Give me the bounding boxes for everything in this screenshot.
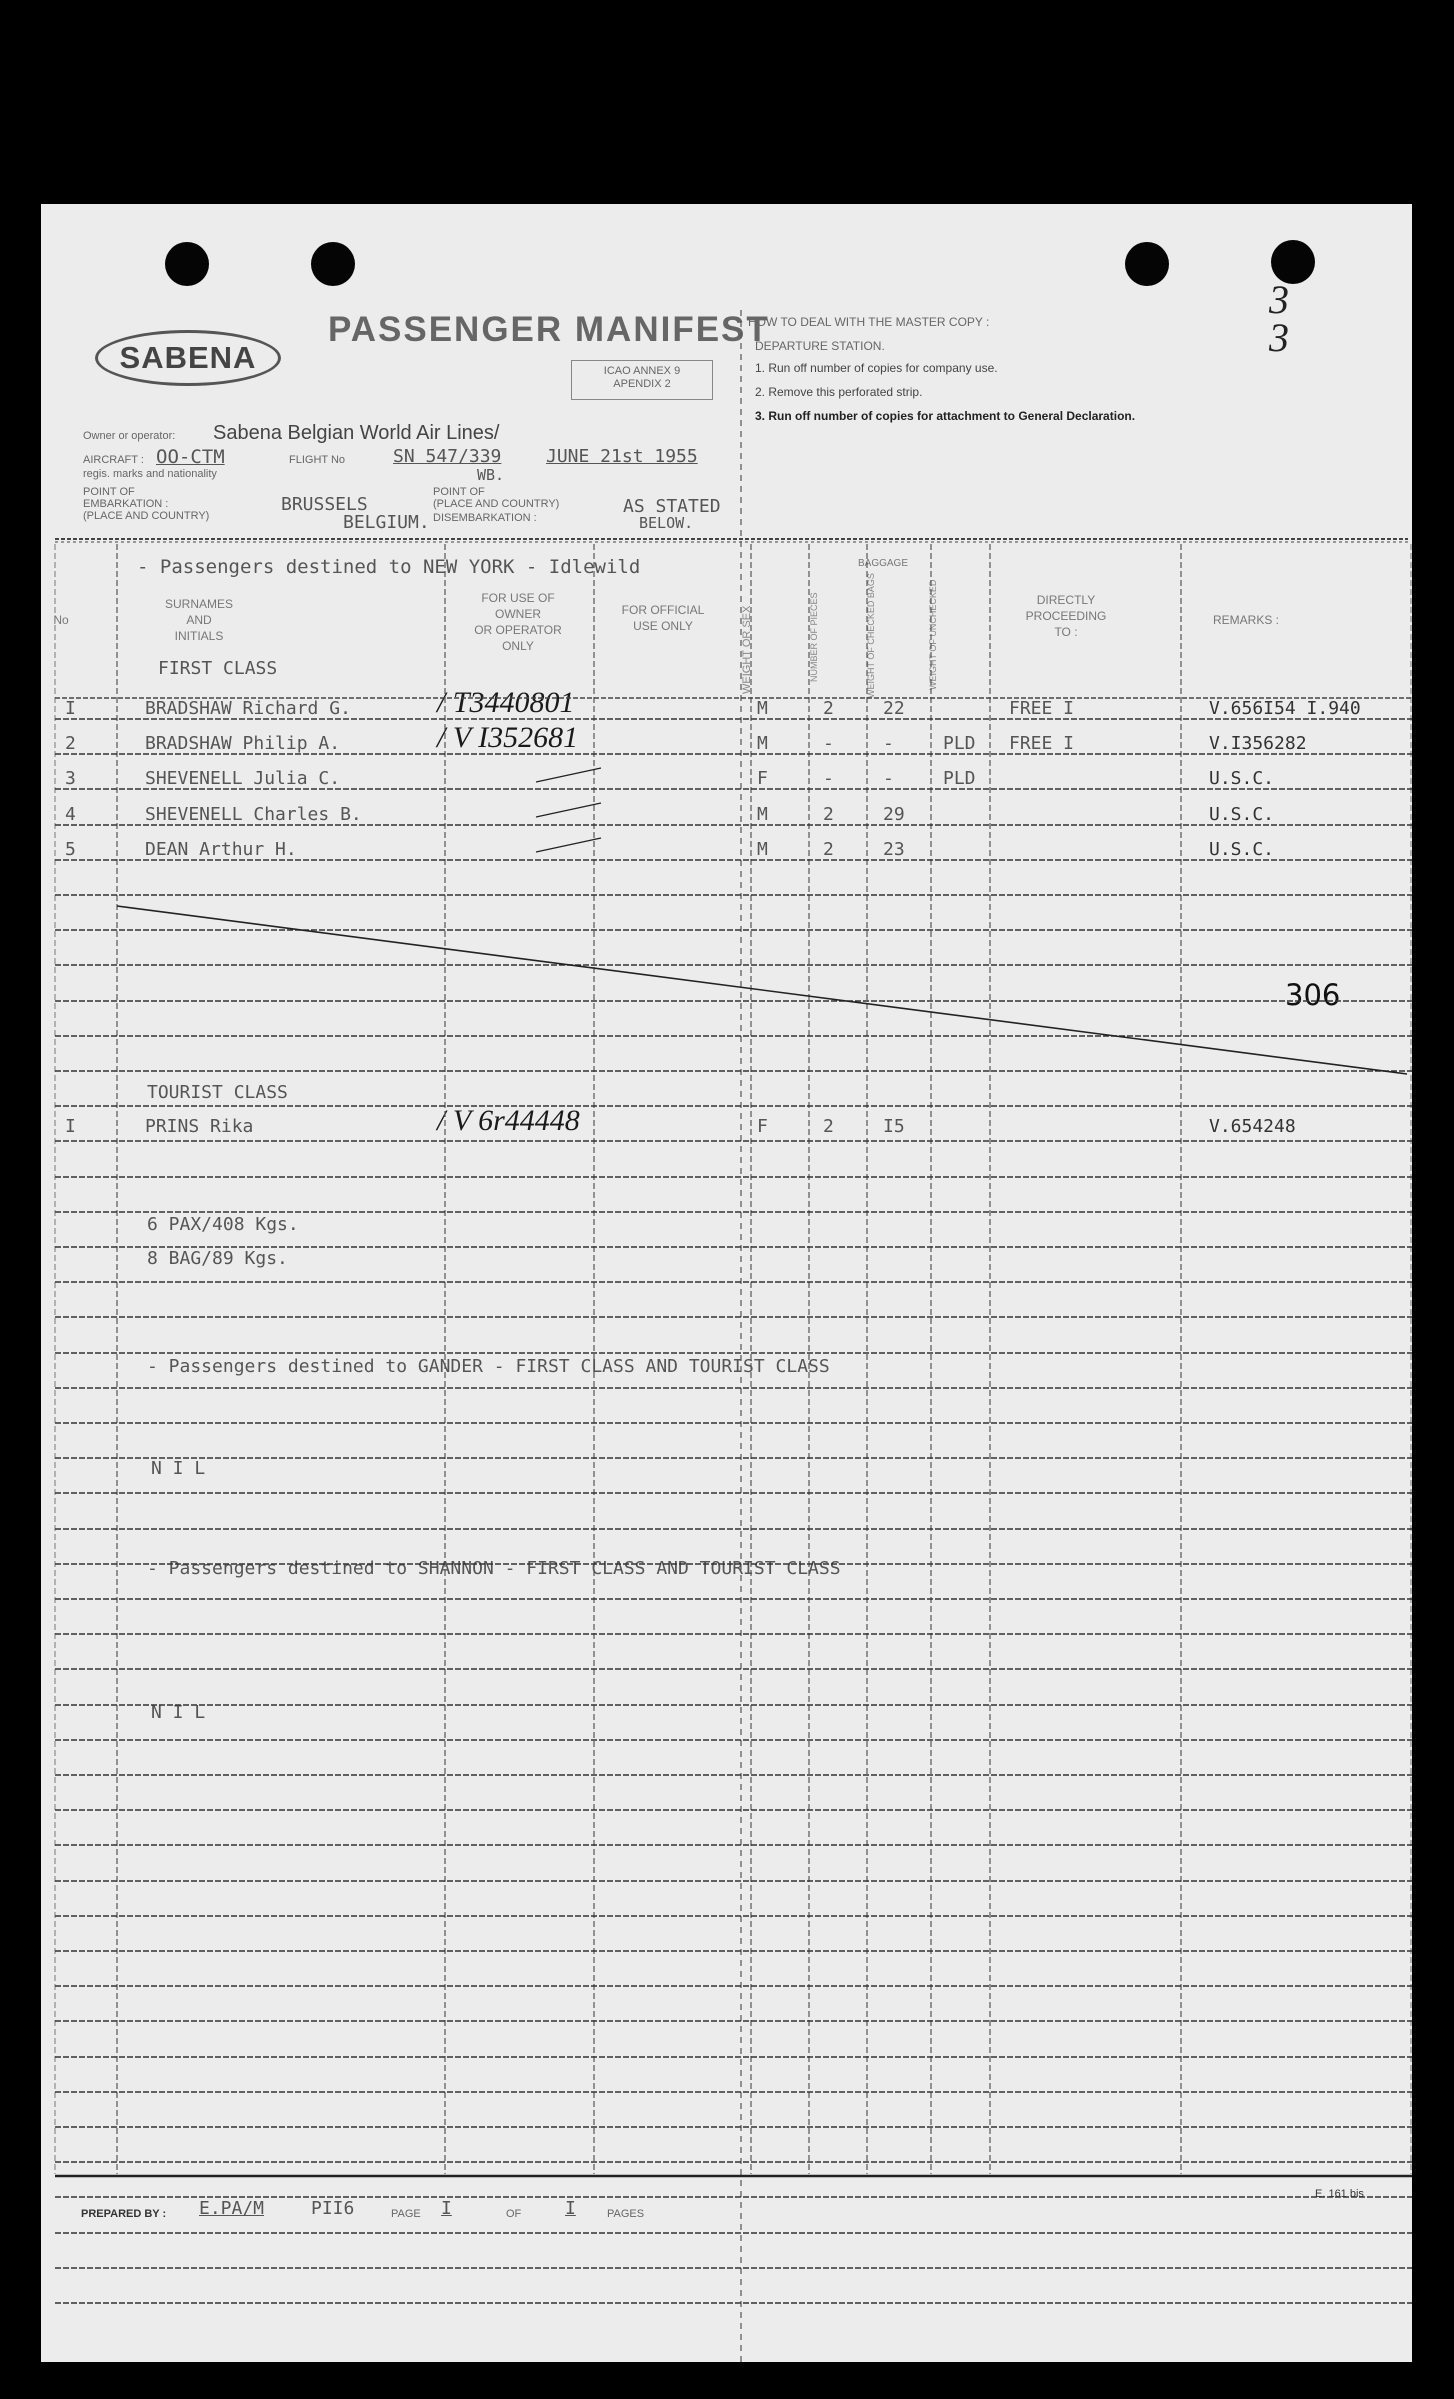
page-mark: 3 [1269, 315, 1289, 360]
baggage-pieces: - [823, 768, 834, 790]
row-number: 5 [65, 838, 76, 860]
embark-label: (PLACE AND COUNTRY) [83, 510, 210, 522]
flight-date: JUNE 21st 1955 [546, 446, 698, 467]
gander-nil: N I L [151, 1458, 206, 1479]
newyork-heading: - Passengers destined to NEW YORK - Idlewild [137, 556, 641, 578]
pen-stroke [536, 838, 601, 852]
remarks-value: V.656I54 I.940 [1209, 698, 1361, 719]
col-baggage-sub: WEIGHT OF CHECKED BAGS [866, 573, 876, 698]
remarks-value: U.S.C. [1209, 768, 1275, 790]
baggage-weight: 23 [883, 838, 905, 860]
disembark-label: POINT OF [433, 486, 485, 498]
col-baggage-sub: WEIGHT OF UNCHECKED [928, 579, 938, 690]
baggage-pieces: 2 [823, 838, 834, 860]
disembark-label: (PLACE AND COUNTRY) [433, 498, 560, 510]
prepared-value: E.PA/M [199, 2198, 265, 2219]
shannon-nil: N I L [151, 1702, 206, 1723]
col-owner-line: OR OPERATOR [474, 623, 562, 637]
prepared-code: PII6 [311, 2198, 355, 2219]
baggage-unchecked: PLD [943, 768, 976, 790]
baggage-weight: 29 [883, 803, 905, 825]
baggage-pieces: 2 [823, 698, 834, 719]
pen-stroke [536, 803, 601, 817]
col-remarks-header: REMARKS : [1212, 613, 1279, 627]
disembark-value: BELOW. [639, 514, 694, 532]
baggage-weight: 22 [883, 698, 905, 719]
prepared-label: PREPARED BY : [81, 2208, 167, 2220]
handwritten-note: / T3440801 [437, 686, 575, 719]
annex-line: APENDIX 2 [613, 378, 671, 390]
sex-value: M [757, 698, 768, 719]
flight-value: SN 547/339 [393, 446, 502, 467]
annotation-306: 306 [1285, 978, 1341, 1012]
baggage-pieces: 2 [823, 803, 834, 825]
page-value: I [441, 2198, 452, 2219]
pages-label: PAGES [607, 2208, 645, 2220]
col-no-header: No [53, 613, 69, 627]
shannon-heading: - Passengers destined to SHANNON - FIRST CLASS AND TOURIST CLASS [147, 1558, 841, 1579]
manifest-sheet [41, 204, 1412, 2362]
col-baggage-sub: NUMBER OF PIECES [809, 592, 819, 682]
logo-text: SABENA [119, 340, 257, 375]
row-number: 2 [65, 733, 76, 755]
embark-label: POINT OF [83, 486, 135, 498]
baggage-weight: - [883, 733, 894, 755]
sex-value: F [757, 768, 768, 790]
baggage-unchecked: PLD [943, 733, 976, 755]
first-class-label: FIRST CLASS [158, 658, 278, 679]
sex-value: M [757, 803, 768, 825]
embark-country: BELGIUM. [343, 512, 430, 533]
page-mark: 3 [1269, 277, 1289, 322]
disembark-value: AS STATED [623, 496, 721, 517]
aircraft-value: OO-CTM [156, 446, 225, 468]
col-official-line: FOR OFFICIAL [621, 603, 705, 617]
remarks-value: U.S.C. [1209, 838, 1275, 860]
departure-station: DEPARTURE STATION. [755, 339, 885, 353]
page-title: PASSENGER MANIFEST [328, 310, 770, 349]
remarks-value: V.I356282 [1209, 733, 1307, 755]
annex-line: ICAO ANNEX 9 [603, 365, 681, 377]
master-copy-heading: HOW TO DEAL WITH THE MASTER COPY : [748, 315, 990, 329]
gander-heading: - Passengers destined to GANDER - FIRST CLASS AND TOURIST CLASS [147, 1356, 830, 1377]
remarks-value: V.654248 [1209, 1116, 1296, 1137]
col-baggage-header: BAGGAGE [857, 558, 908, 569]
aircraft-label: AIRCRAFT : [83, 454, 144, 466]
regis-label: regis. marks and nationality [83, 468, 217, 480]
col-official-line: USE ONLY [633, 619, 693, 633]
owner-label: Owner or operator: [83, 430, 176, 442]
col-weight-sex-header: WEIGHT OR SEX [741, 605, 753, 694]
passenger-name: BRADSHAW Richard G. [145, 698, 351, 719]
row-number: 4 [65, 803, 76, 825]
sex-value: M [757, 838, 768, 860]
baggage-weight: I5 [883, 1116, 905, 1137]
handwritten-note: / V 6r44448 [437, 1104, 580, 1137]
col-names-line: INITIALS [174, 629, 224, 643]
cancel-stroke [117, 906, 1407, 1074]
proceeding-to: FREE I [1009, 698, 1075, 719]
passenger-name: PRINS Rika [145, 1116, 254, 1137]
col-owner-line: FOR USE OF [481, 591, 555, 605]
col-owner-line: OWNER [495, 607, 541, 621]
sex-value: F [757, 1116, 768, 1137]
flight-label: FLIGHT No [289, 454, 346, 466]
baggage-pieces: - [823, 733, 834, 755]
row-number: I [65, 1116, 76, 1137]
baggage-weight: - [883, 768, 894, 790]
instruction-line: 1. Run off number of copies for company use. [755, 361, 998, 375]
pen-stroke [536, 768, 601, 782]
col-owner-line: ONLY [502, 639, 534, 653]
flight-wb: WB. [477, 466, 505, 484]
pax-total: 6 PAX/408 Kgs. [147, 1214, 299, 1235]
row-number: I [65, 698, 76, 719]
col-names-line: AND [186, 613, 212, 627]
owner-value: Sabena Belgian World Air Lines/ [213, 422, 500, 444]
col-proceeding-line: PROCEEDING [1025, 609, 1107, 623]
tourist-class-label: TOURIST CLASS [147, 1082, 288, 1103]
passenger-name: SHEVENELL Charles B. [145, 803, 362, 825]
passenger-name: DEAN Arthur H. [145, 838, 297, 860]
embark-label: EMBARKATION : [83, 498, 169, 510]
form-code: E. 161 bis [1315, 2188, 1364, 2200]
instruction-line: 3. Run off number of copies for attachment to General Declaration. [755, 409, 1136, 423]
disembark-label: DISEMBARKATION : [433, 512, 537, 524]
embark-city: BRUSSELS [281, 494, 368, 515]
form-rules [41, 204, 1412, 2362]
bag-total: 8 BAG/89 Kgs. [147, 1248, 288, 1269]
passenger-name: BRADSHAW Philip A. [145, 733, 341, 755]
proceeding-to: FREE I [1009, 733, 1075, 755]
col-proceeding-line: TO : [1054, 625, 1078, 639]
instruction-line: 2. Remove this perforated strip. [755, 385, 923, 399]
of-value: I [565, 2198, 576, 2219]
handwritten-note: / V I352681 [437, 721, 579, 755]
remarks-value: U.S.C. [1209, 803, 1275, 825]
col-names-line: SURNAMES [164, 597, 233, 611]
col-proceeding-line: DIRECTLY [1036, 593, 1096, 607]
passenger-name: SHEVENELL Julia C. [145, 768, 341, 790]
row-number: 3 [65, 768, 76, 790]
of-label: OF [506, 2208, 522, 2220]
baggage-pieces: 2 [823, 1116, 834, 1137]
page-label: PAGE [391, 2208, 421, 2220]
sex-value: M [757, 733, 768, 755]
